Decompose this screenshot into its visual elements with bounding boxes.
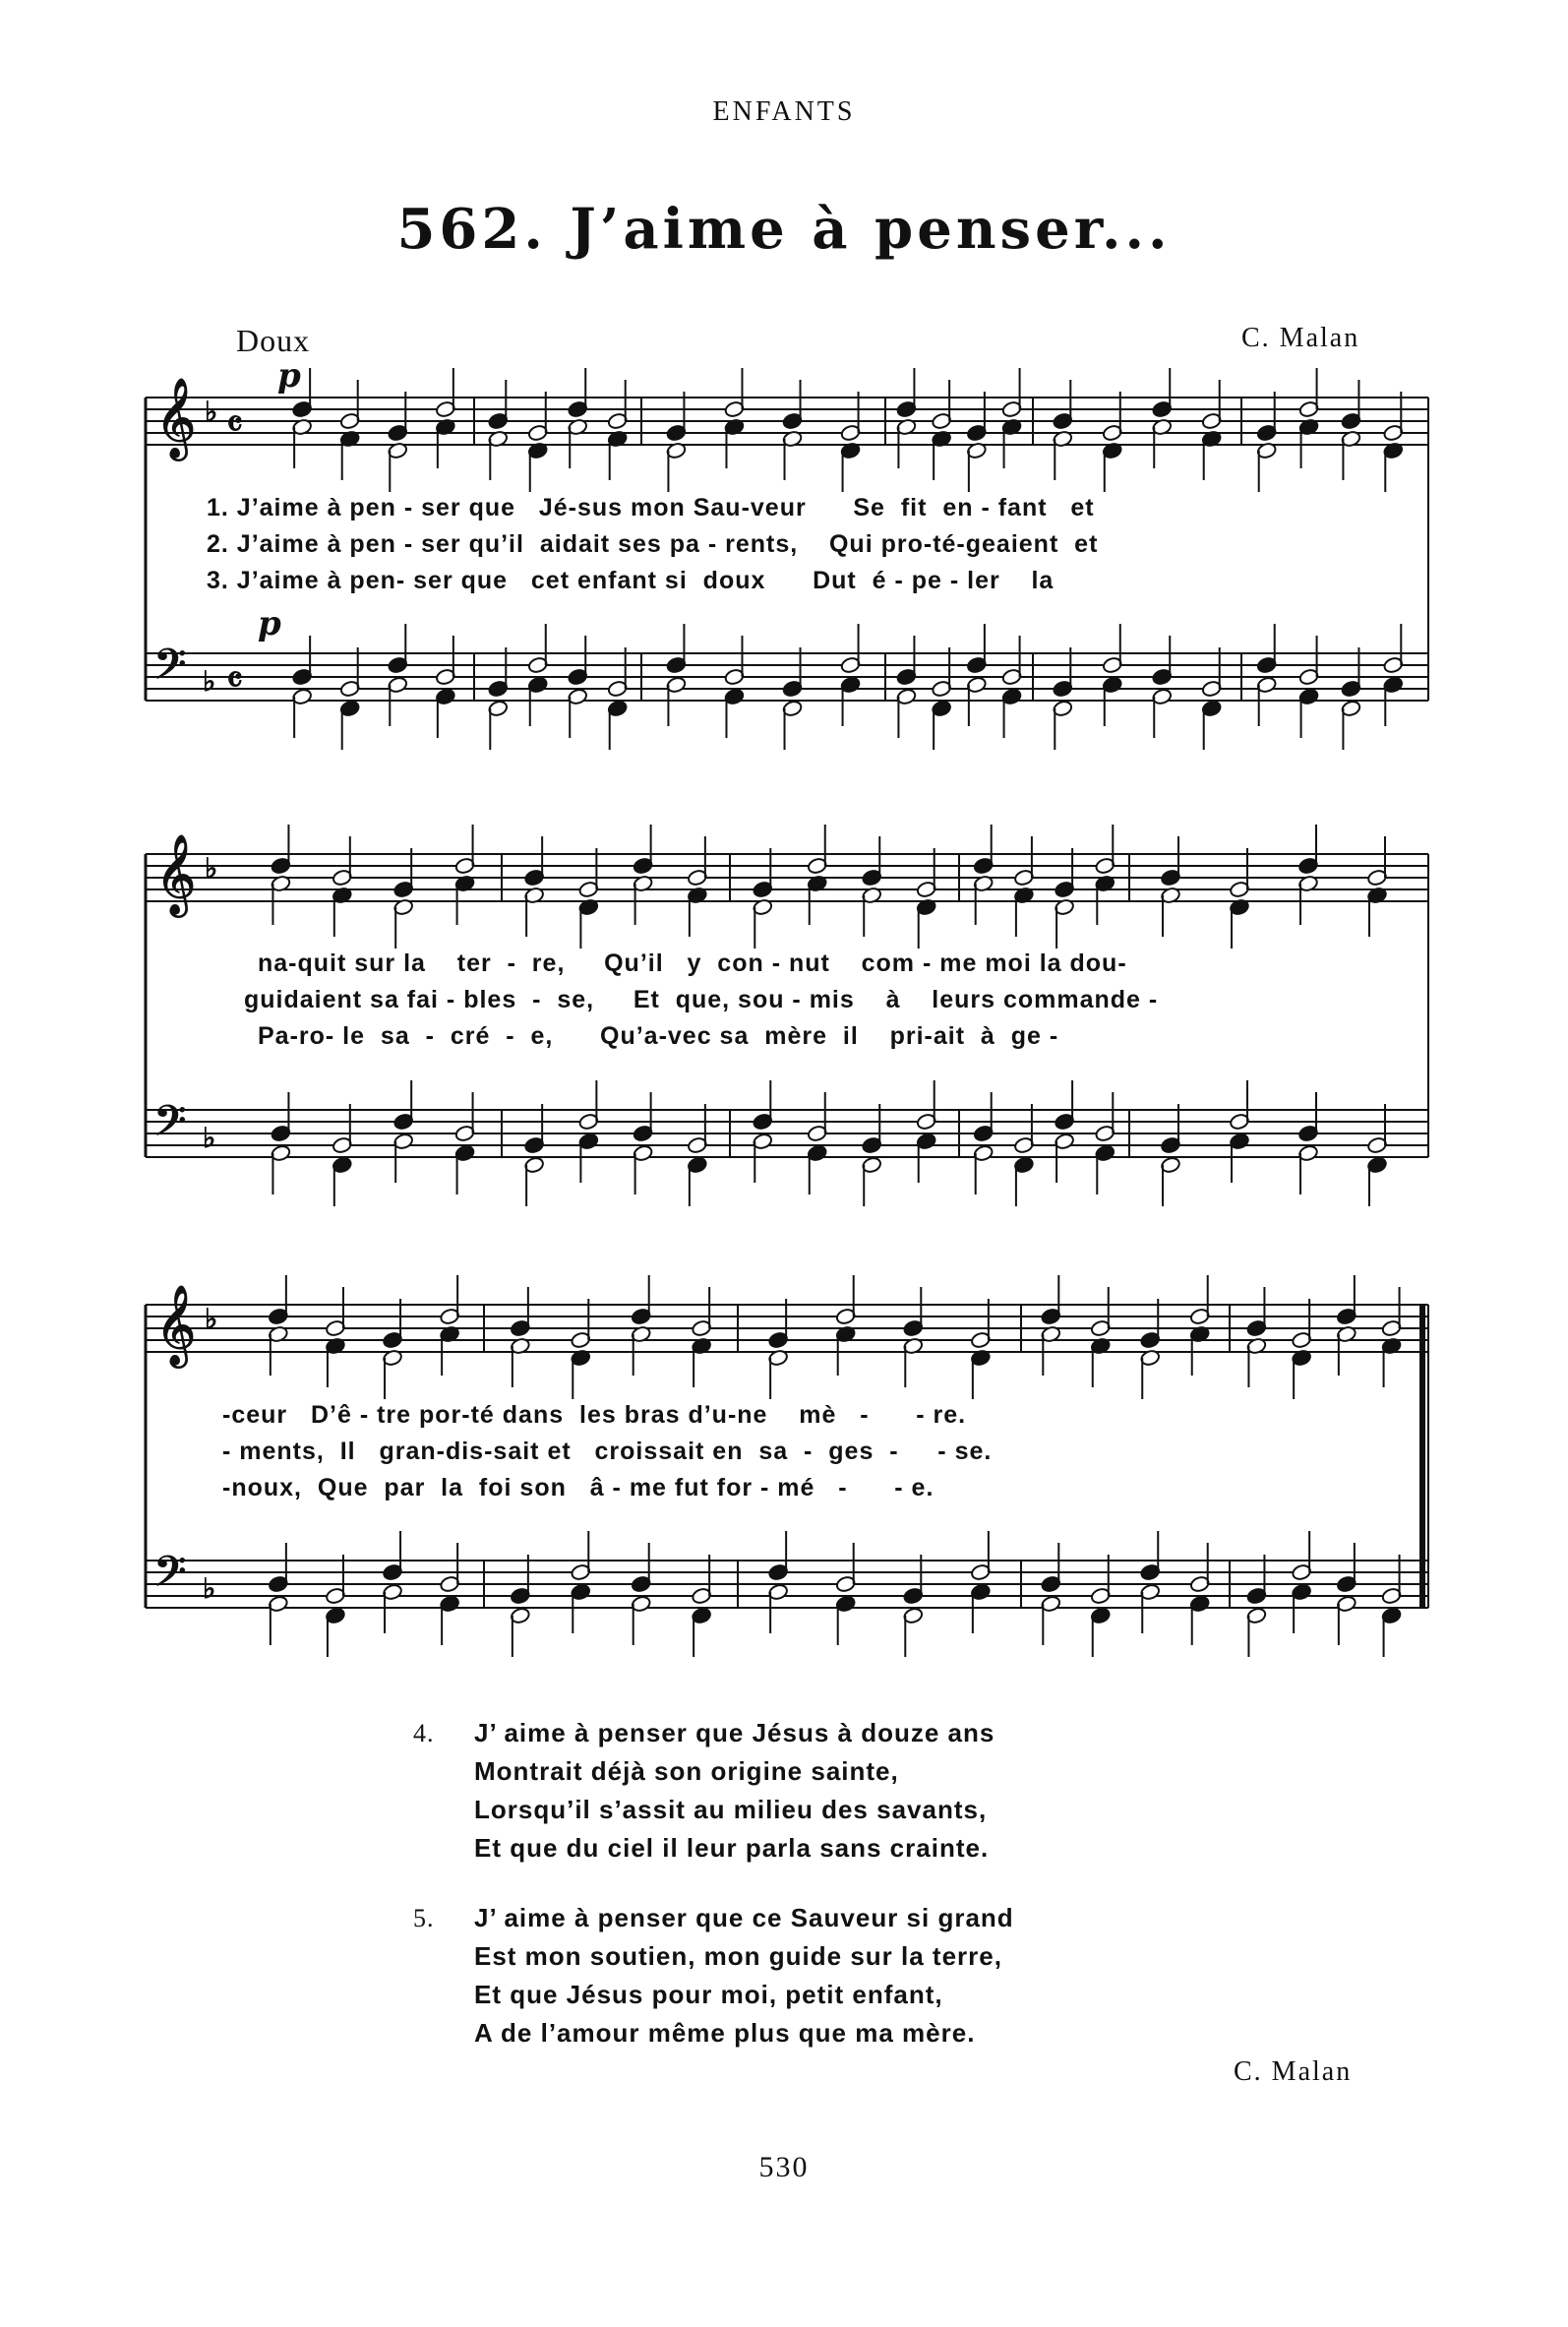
stanza-4 — [413, 1714, 995, 1868]
stanza-line: Et que Jésus pour moi, petit enfant, — [474, 1980, 943, 2009]
lyric-line: - ments, Il gran-dis-sait et croissait en sa - ges - - se. — [222, 1438, 993, 1465]
stanza-line: 5. J’ aime à penser que ce Sauveur si grand — [413, 1899, 1014, 1937]
treble-clef-icon: 𝄞 — [155, 833, 197, 914]
page-number: 530 — [758, 2151, 810, 2183]
dynamic-marking-bass: p — [258, 604, 281, 643]
flat-icon: ♭ — [203, 1122, 216, 1154]
bass-clef-icon: 𝄢 — [153, 641, 187, 700]
flat-icon: ♭ — [205, 852, 218, 885]
lyric-line: 2. J’aime à pen - ser qu’il aidait ses pa - rents, Qui pro-té-geaient et — [207, 530, 1099, 558]
stanza-line: Est mon soutien, mon guide sur la terre, — [474, 1941, 1002, 1971]
stanza-5 — [413, 1899, 1014, 2052]
lyric-line: -ceur D’ê - tre por-té dans les bras d’u-ne mè - - re. — [222, 1401, 967, 1429]
treble-clef-icon: 𝄞 — [155, 377, 197, 458]
common-time-icon: 𝄴 — [226, 658, 243, 702]
stanza-line: Et que du ciel il leur parla sans crainte. — [474, 1833, 990, 1863]
text-author: C. Malan — [1234, 2056, 1353, 2087]
flat-icon: ♭ — [205, 1303, 218, 1335]
lyric-line: na-quit sur la ter - re, Qu’il y con - nut com - me moi la dou- — [258, 949, 1127, 977]
lyric-line: Pa-ro- le sa - cré - e, Qu’a-vec sa mère il pri-ait à ge - — [258, 1022, 1059, 1050]
bass-clef-icon: 𝄢 — [153, 1097, 187, 1156]
flat-icon: ♭ — [203, 665, 216, 698]
tempo-marking: Doux — [236, 323, 311, 358]
common-time-icon: 𝄴 — [226, 402, 243, 446]
lyric-line: 3. J’aime à pen- ser que cet enfant si doux Dut é - pe - ler la — [207, 567, 1055, 594]
section-header: ENFANTS — [712, 96, 856, 127]
hymn-title: 562. J’aime à penser... — [396, 197, 1172, 262]
stanza-line: Lorsqu’il s’assit au milieu des savants, — [474, 1795, 988, 1824]
stanza-line: 4. J’ aime à penser que Jésus à douze ans — [413, 1714, 995, 1752]
stanza-line: A de l’amour même plus que ma mère. — [474, 2018, 976, 2048]
lyric-line: -noux, Que par la foi son â - me fut for - mé - - e. — [222, 1474, 935, 1501]
dynamic-marking-treble: p — [277, 356, 301, 396]
stanza-number: 5. — [413, 1904, 435, 1932]
stanza-line: Montrait déjà son origine sainte, — [474, 1756, 899, 1786]
bass-clef-icon: 𝄢 — [153, 1548, 187, 1607]
stanza-number: 4. — [413, 1719, 435, 1747]
flat-icon: ♭ — [205, 396, 218, 428]
lyric-line: guidaient sa fai - bles - se, Et que, sou - mis à leurs commande - — [244, 986, 1159, 1013]
lyric-line: 1. J’aime à pen - ser que Jé-sus mon Sau-veur Se fit en - fant et — [207, 494, 1095, 521]
flat-icon: ♭ — [203, 1572, 216, 1605]
composer-credit: C. Malan — [1241, 323, 1360, 353]
treble-clef-icon: 𝄞 — [155, 1284, 197, 1365]
